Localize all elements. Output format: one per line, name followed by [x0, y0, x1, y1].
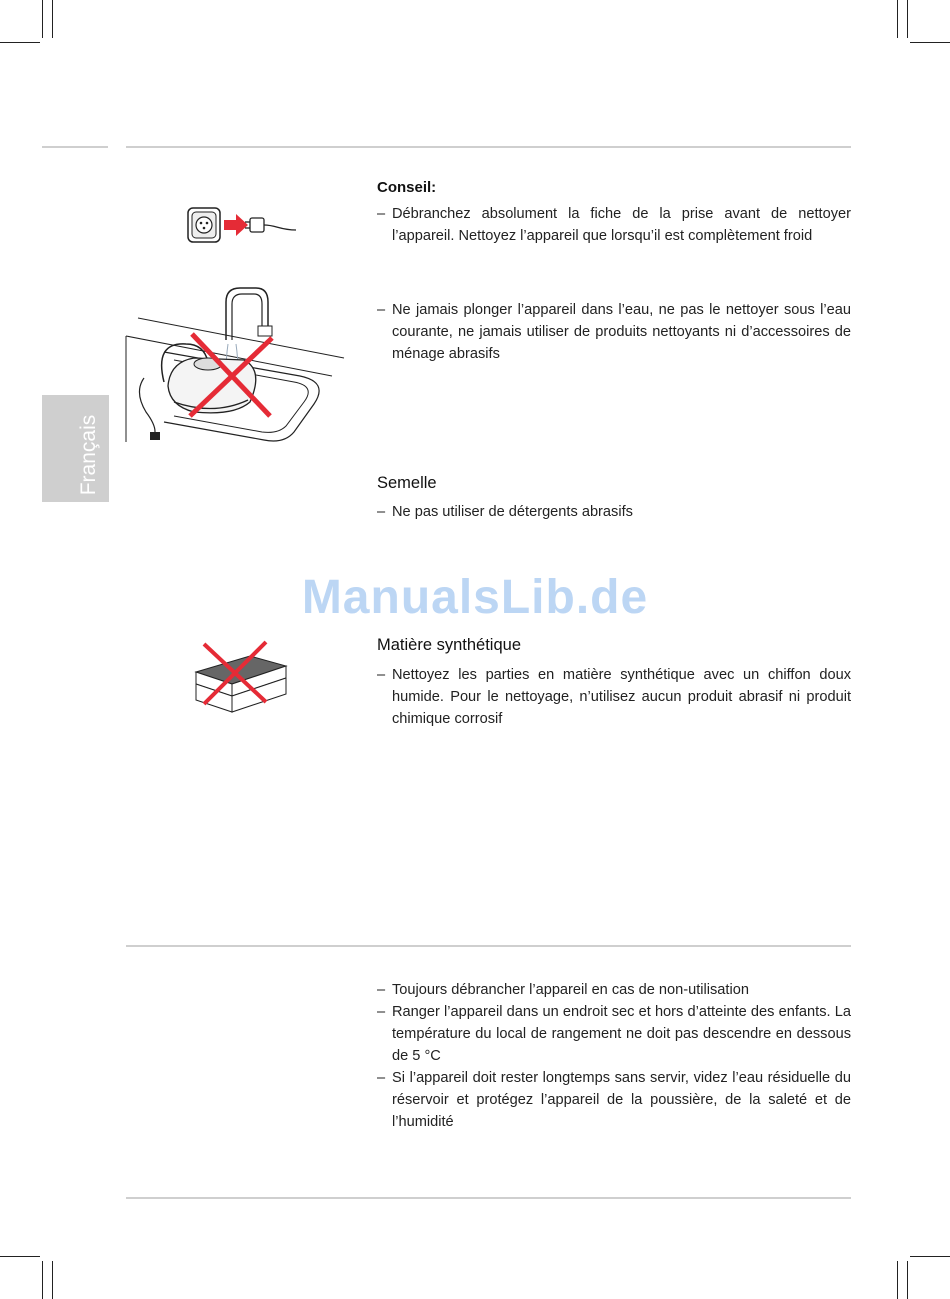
- list-item-text: Nettoyez les parties en matière synthétique avec un chiffon doux humide. Pour le nettoyage, n’utilisez aucun produit abrasif ni produit chimique corrosif: [392, 667, 851, 727]
- crop-mark: [52, 0, 53, 38]
- list-item: [377, 501, 851, 523]
- dash: –: [377, 1004, 386, 1020]
- rangement-list: [377, 979, 851, 1133]
- list-item: [377, 299, 851, 365]
- list-item-text: Toujours débrancher l’appareil en cas de non-utilisation: [392, 982, 749, 998]
- crop-mark: [52, 1261, 53, 1299]
- water-list: [377, 299, 851, 365]
- list-item: [377, 979, 851, 1001]
- crop-mark: [42, 1261, 43, 1299]
- unplug-illustration: [186, 206, 298, 246]
- dash: –: [377, 1070, 386, 1086]
- list-item: [377, 203, 851, 247]
- section-title-conseil: Conseil:: [377, 179, 437, 196]
- crop-mark: [907, 0, 908, 38]
- header-rule: [126, 146, 851, 148]
- crop-mark: [42, 0, 43, 38]
- conseil-list: [377, 203, 851, 247]
- dash: –: [377, 667, 386, 683]
- header-rule-left: [42, 146, 108, 148]
- list-item-text: Ranger l’appareil dans un endroit sec et hors d’atteinte des enfants. La température du local de rangement ne doit pas descendre en dessous de 5 °C: [392, 1004, 851, 1064]
- section-title-synthetique: Matière synthétique: [377, 636, 521, 654]
- list-item-text: Ne pas utiliser de détergents abrasifs: [392, 504, 633, 520]
- dash: –: [377, 206, 386, 222]
- watermark: ManualsLib.de: [301, 571, 649, 624]
- no-abrasive-sponge-illustration: [190, 636, 290, 718]
- section-rule: [126, 945, 851, 947]
- list-item-text: Ne jamais plonger l’appareil dans l’eau, ne pas le nettoyer sous l’eau courante, ne jamais utiliser de produits nettoyants ni d’accessoires de ménage abrasifs: [392, 302, 851, 362]
- language-tab-label: Français: [77, 414, 100, 496]
- list-item: [377, 1001, 851, 1067]
- crop-mark: [897, 0, 898, 38]
- crop-mark: [910, 42, 950, 43]
- dash: –: [377, 504, 386, 520]
- crop-mark: [910, 1256, 950, 1257]
- list-item: [377, 664, 851, 730]
- synthetique-list: [377, 664, 851, 730]
- footer-rule: [126, 1197, 851, 1199]
- list-item-text: Si l’appareil doit rester longtemps sans servir, videz l’eau résiduelle du réservoir et protégez l’appareil de la poussière, de la saleté et de l’humidité: [392, 1070, 851, 1130]
- section-title-semelle: Semelle: [377, 474, 437, 492]
- list-item: [377, 1067, 851, 1133]
- semelle-list: [377, 501, 851, 523]
- no-water-illustration: [124, 282, 346, 448]
- dash: –: [377, 302, 386, 318]
- crop-mark: [0, 1256, 40, 1257]
- dash: –: [377, 982, 386, 998]
- crop-mark: [897, 1261, 898, 1299]
- crop-mark: [0, 42, 40, 43]
- list-item-text: Débranchez absolument la fiche de la prise avant de nettoyer l’appareil. Nettoyez l’appareil que lorsqu’il est complètement froid: [392, 206, 851, 244]
- crop-mark: [907, 1261, 908, 1299]
